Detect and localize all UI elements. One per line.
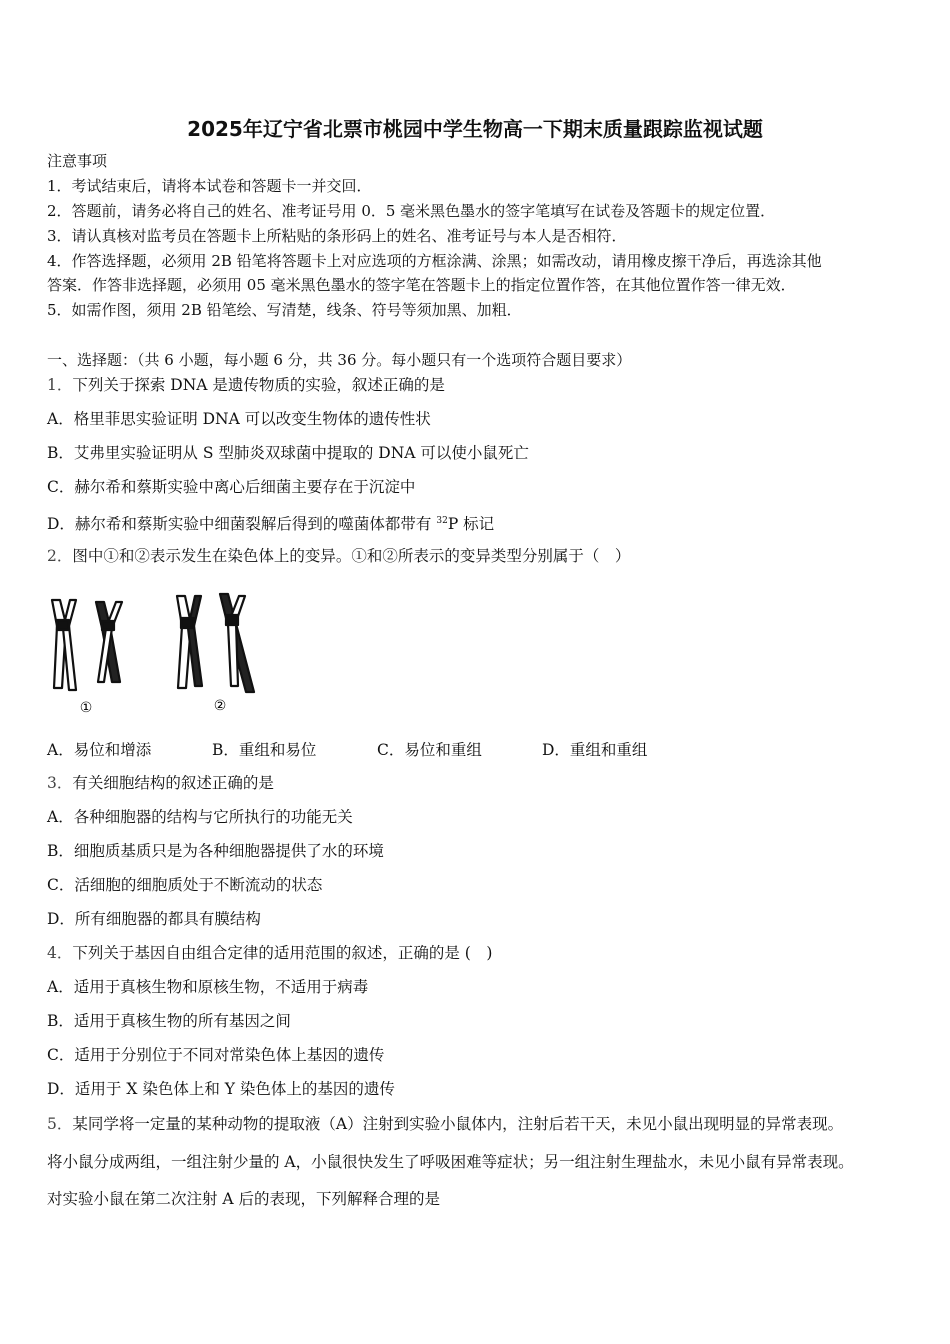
- question-3: [47, 773, 274, 793]
- q2-option-b: B．重组和易位: [212, 741, 317, 759]
- question-stem: 某同学将一定量的某种动物的提取液（A）注射到实验小鼠体内，注射后若干天，未见小鼠出现明显的异常表现。: [72, 1115, 844, 1133]
- notice-item-4-cont: 答案．作答非选择题，必须用 05 毫米黑色墨水的签字笔在答题卡上的指定位置作答，在其他位置作答一律无效．: [47, 276, 796, 294]
- question-stem: 图中①和②表示发生在染色体上的变异。①和②所表示的变异类型分别属于（ ）: [72, 547, 631, 565]
- notice-item-3: 3．请认真核对监考员在答题卡上所粘贴的条形码上的姓名、准考证号与本人是否相符．: [47, 227, 627, 245]
- question-2: [47, 546, 630, 566]
- question-5: [47, 1114, 843, 1134]
- figure-label-1: ①: [79, 700, 93, 716]
- section-heading: 一、选择题：（共 6 小题，每小题 6 分，共 36 分。每小题只有一个选项符合题目要求）: [47, 351, 632, 369]
- notice-item-4: 4．作答选择题，必须用 2B 铅笔将答题卡上对应选项的方框涂满、涂黑；如需改动，请用橡皮擦干净后，再选涂其他: [47, 252, 822, 270]
- chromosome-1b: [96, 602, 122, 682]
- question-stem: 有关细胞结构的叙述正确的是: [72, 774, 274, 792]
- chromosome-figure: [40, 590, 270, 720]
- notice-heading: 注意事项: [47, 152, 108, 170]
- question-number: 1．: [47, 376, 73, 394]
- q3-option-c: C．活细胞的细胞质处于不断流动的状态: [47, 876, 323, 894]
- q4-option-b: B．适用于真核生物的所有基因之间: [47, 1012, 291, 1030]
- question-stem: 下列关于探索 DNA 是遗传物质的实验，叙述正确的是: [72, 376, 445, 394]
- question-stem: 下列关于基因自由组合定律的适用范围的叙述，正确的是 ( ): [72, 944, 493, 962]
- notice-item-2: 2．答题前，请务必将自己的姓名、准考证号用 0．5 毫米黑色墨水的签字笔填写在试卷及答题卡的规定位置．: [47, 202, 776, 220]
- q2-option-d: D．重组和重组: [542, 741, 648, 759]
- chromosome-2a: [177, 596, 202, 688]
- notice-item-5: 5．如需作图，须用 2B 铅笔绘、写清楚，线条、符号等须加黑、加粗．: [47, 301, 522, 319]
- q4-option-d: D．适用于 X 染色体上和 Y 染色体上的基因的遗传: [47, 1080, 395, 1098]
- q1-option-c: C．赫尔希和蔡斯实验中离心后细菌主要存在于沉淀中: [47, 478, 416, 496]
- question-5-line-2: 将小鼠分成两组，一组注射少量的 A，小鼠很快发生了呼吸困难等症状；另一组注射生理盐水，未见小鼠有异常表现。: [47, 1153, 854, 1171]
- q1-option-a: A．格里菲思实验证明 DNA 可以改变生物体的遗传性状: [47, 410, 431, 428]
- q4-option-a: A．适用于真核生物和原核生物，不适用于病毒: [47, 978, 369, 996]
- isotope-superscript: 32: [436, 516, 448, 526]
- question-number: 3．: [47, 774, 73, 792]
- question-4: [47, 943, 492, 963]
- chromosome-1a: [52, 600, 76, 690]
- question-1: [47, 375, 445, 395]
- q2-option-c: C．易位和重组: [377, 741, 482, 759]
- exam-title: 2025年辽宁省北票市桃园中学生物高一下期末质量跟踪监视试题: [187, 117, 763, 141]
- question-5-line-3: 对实验小鼠在第二次注射 A 后的表现，下列解释合理的是: [47, 1190, 441, 1208]
- option-text: D．赫尔希和蔡斯实验中细菌裂解后得到的噬菌体都带有: [47, 515, 437, 534]
- q4-option-c: C．适用于分别位于不同对常染色体上基因的遗传: [47, 1046, 385, 1064]
- q3-option-d: D．所有细胞器的都具有膜结构: [47, 910, 261, 928]
- q1-option-d: [47, 511, 494, 534]
- q3-option-a: A．各种细胞器的结构与它所执行的功能无关: [47, 808, 353, 826]
- q3-option-b: B．细胞质基质只是为各种细胞器提供了水的环境: [47, 842, 384, 860]
- question-number: 4．: [47, 944, 73, 962]
- question-number: 2．: [47, 547, 73, 565]
- question-number: 5．: [47, 1115, 73, 1133]
- q2-option-a: A．易位和增添: [47, 741, 152, 759]
- notice-item-1: 1．考试结束后，请将本试卷和答题卡一并交回．: [47, 177, 372, 195]
- figure-label-2: ②: [213, 698, 227, 714]
- chromosome-2b: [220, 594, 254, 692]
- q1-option-b: B．艾弗里实验证明从 S 型肺炎双球菌中提取的 DNA 可以使小鼠死亡: [47, 444, 529, 462]
- option-text-end: P 标记: [447, 515, 495, 534]
